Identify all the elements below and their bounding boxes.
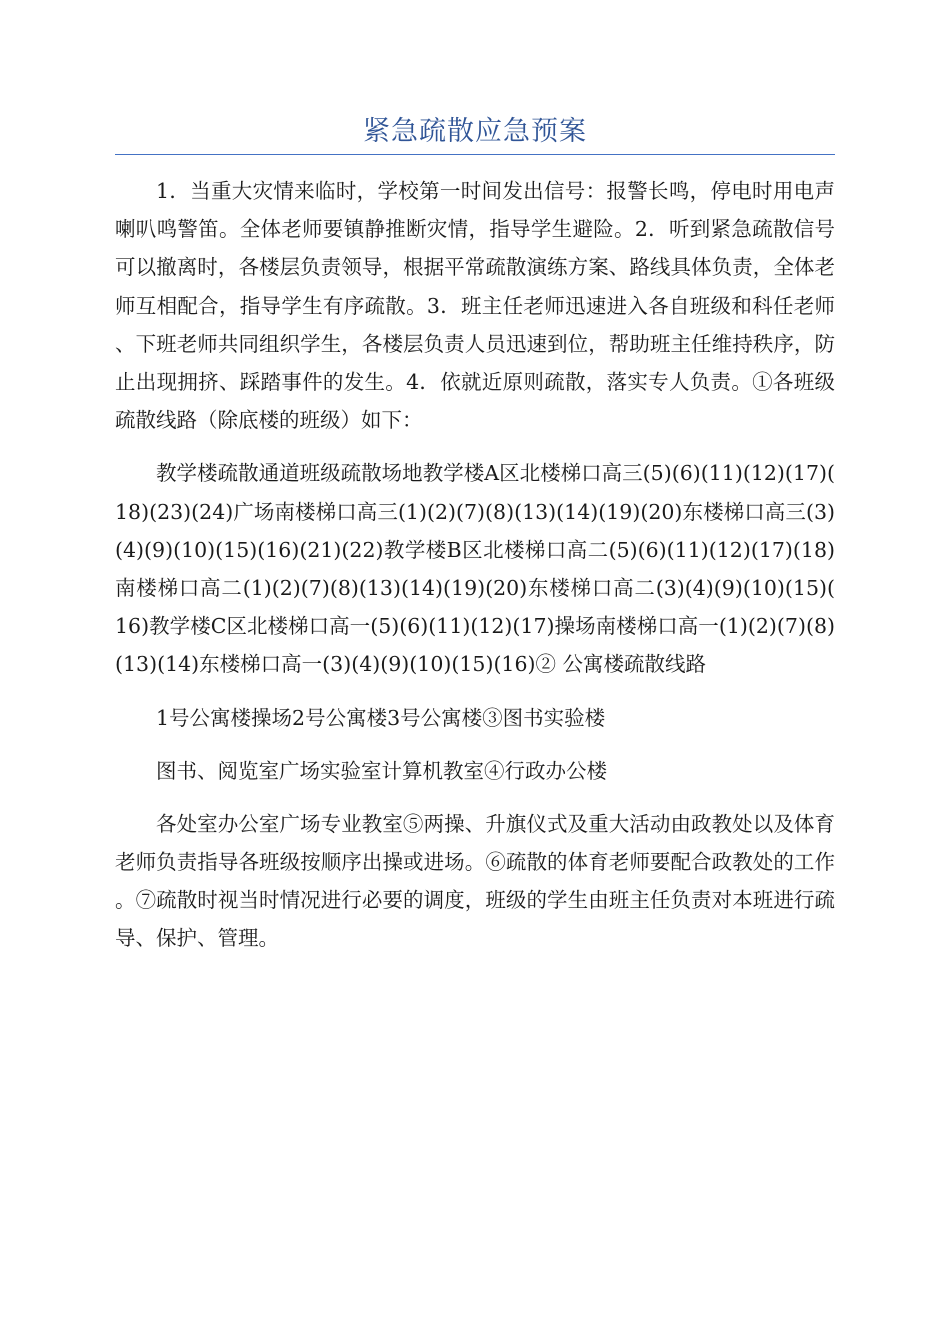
paragraph-teaching-building-routes: 教学楼疏散通道班级疏散场地教学楼A区北楼梯口高三(5)(6)(11)(12)(17)(18)(23)(24)广场南楼梯口高三(1)(2)(7)(8)(13)(14)(19)(20)东楼梯口高三(3)(4)(9)(10)(15)(16)(21)(22)教学楼B区北楼梯口高二(5)(6)(11)(12)(17)(18)南楼梯口高二(1)(2)(7)(8)(13)(14)(19)(20)东楼梯口高二(3)(4)(9)(10)(15)(16)教学楼C区北楼梯口高一(5)(6)(11)(12)(17)操场南楼梯口高一(1)(2)(7)(8)(13)(14)东楼梯口高一(3)(4)(9)(10)(15)(16)② 公寓楼疏散线路: [115, 461, 835, 677]
paragraph-library-lab-routes: 图书、阅览室广场实验室计算机教室④行政办公楼: [156, 758, 607, 783]
document-title: 紧急疏散应急预案: [363, 116, 587, 147]
document-body: [115, 172, 835, 957]
title-underline: [115, 154, 835, 155]
paragraph-evacuation-procedure: 1．当重大灾情来临时，学校第一时间发出信号：报警长鸣，停电时用电声喇叭鸣警笛。全体老师要镇静推断灾情，指导学生避险。2．听到紧急疏散信号可以撤离时，各楼层负责领导，根据平常疏散演练方案、路线具体负责，全体老师互相配合，指导学生有序疏散。3．班主任老师迅速进入各自班级和科任老师、下班老师共同组织学生，各楼层负责人员迅速到位，帮助班主任维持秩序，防止出现拥挤、踩踏事件的发生。4．依就近原则疏散，落实专人负责。①各班级疏散线路（除底楼的班级）如下：: [115, 179, 835, 433]
paragraph-admin-building-and-notes: 各处室办公室广场专业教室⑤两操、升旗仪式及重大活动由政教处以及体育老师负责指导各班级按顺序出操或进场。⑥疏散的体育老师要配合政教处的工作。⑦疏散时视当时情况进行必要的调度，班级的学生由班主任负责对本班进行疏导、保护、管理。: [115, 811, 835, 951]
paragraph-dormitory-routes: 1号公寓楼操场2号公寓楼3号公寓楼③图书实验楼: [156, 705, 606, 730]
